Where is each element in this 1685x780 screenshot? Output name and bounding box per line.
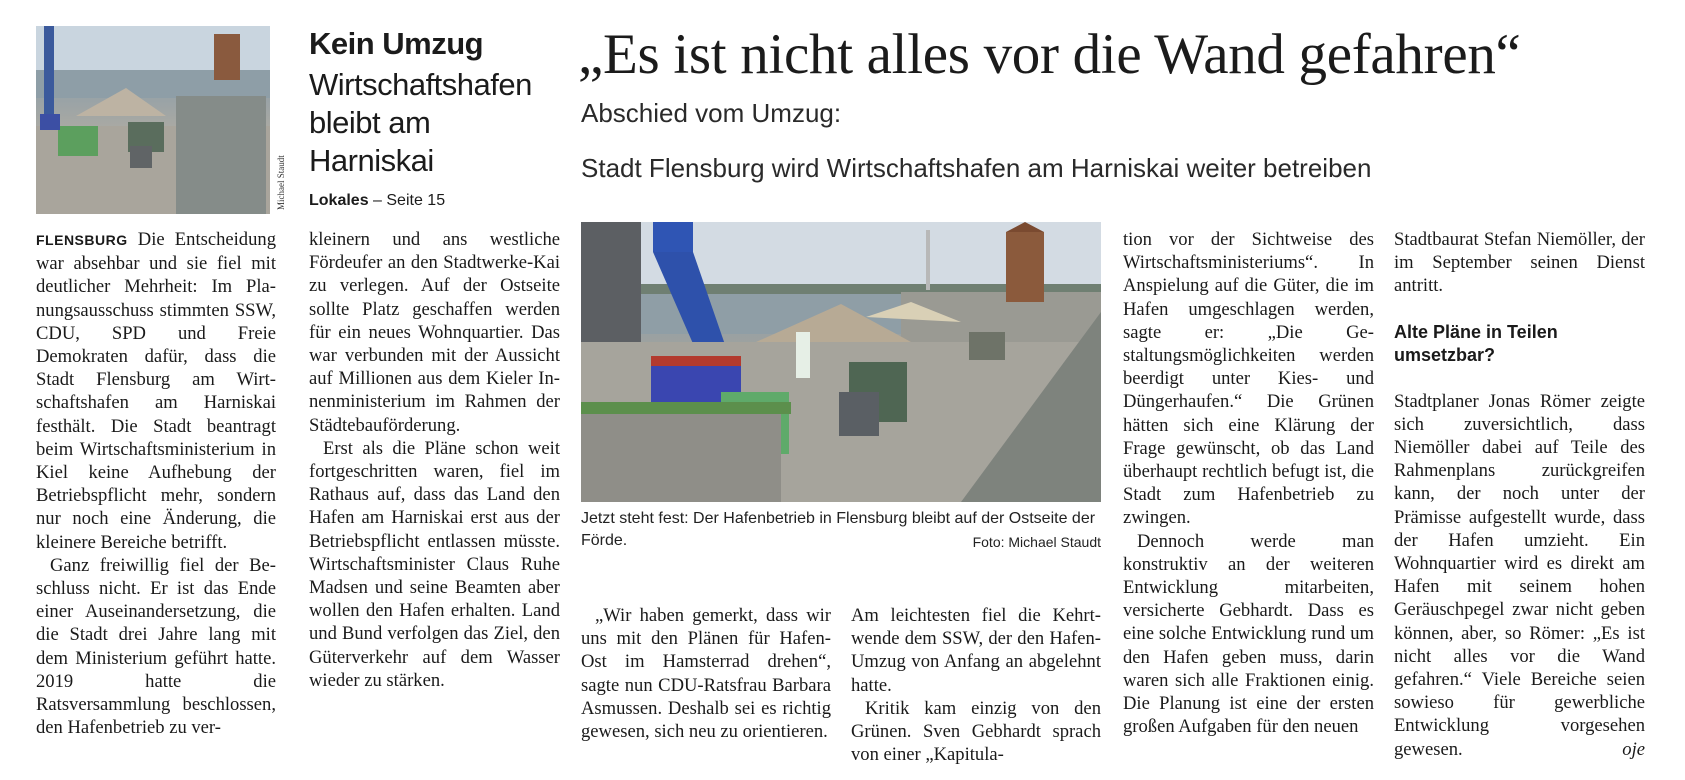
- column-1-paragraph-1: [36, 228, 276, 554]
- article-subheadline-2: Stadt Flensburg wird Wirtschaftshafen am Harniskai weiter betreiben: [581, 153, 1372, 183]
- column-6-paragraph-2: [1394, 390, 1645, 761]
- article-headline: „Es ist nicht alles vor die Wand gefahren“: [578, 23, 1521, 86]
- article-subheadline-1: Abschied vom Umzug:: [581, 98, 842, 128]
- article-column-5: [1123, 228, 1374, 738]
- author-signature: oje: [1622, 738, 1645, 760]
- column-4-paragraph-2: Kritik kam einzig von den Grünen. Sven Gebhardt sprach von einer „Kapitula-: [851, 697, 1101, 766]
- teaser-ref-section: Lokales: [309, 192, 369, 209]
- article-column-6: [1394, 228, 1645, 761]
- column-5-paragraph-1: tion vor der Sichtweise des Wirtschaftsministeriums“. In Anspielung auf die Güter, die im Hafen umgeschlagen werden, sagte er: „Die Gestaltungsmöglichkeiten werden beerdigt unter Kies- und Düngerhaufen.“ Die Grünen hätten sich eine Klärung der Frage gewünscht, ob das Land überhaupt rechtlich befugt ist, die Stadt zum Hafenbetrieb zu zwingen.: [1123, 229, 1374, 529]
- dateline: FLENSBURG: [36, 232, 128, 248]
- teaser-ref-page: – Seite 15: [368, 192, 446, 209]
- teaser-page-reference[interactable]: [309, 192, 445, 210]
- article-column-1: [36, 228, 276, 739]
- column-1-paragraph-2: Ganz freiwillig fiel der Beschluss nicht. Er ist das Ende einer Auseinandersetzung, die die Stadt drei Jahre lang mit dem Ministerium geführt hatte. 2019 hatte die Ratsversammlung beschlossen, den Hafenbetrieb zu ver-: [36, 554, 276, 739]
- article-column-4: [851, 604, 1101, 766]
- photo-caption: Jetzt steht fest: Der Hafenbetrieb in Flensburg bleibt auf der Ostseite der Förde.: [581, 510, 1096, 549]
- photo-credit: Foto: Michael Staudt: [972, 534, 1101, 550]
- column-6-paragraph-1: Stadtbaurat Stefan Niemöller, der im September seinen Dienst antritt.: [1394, 229, 1645, 297]
- column-6-subheading: Alte Pläne in Teilen umsetzbar?: [1394, 321, 1558, 365]
- column-1-paragraph-1-text: Die Entscheidung war absehbar und sie fiel mit deutlicher Mehrheit: Im Planungsausschuss stimmten SSW, CDU, SPD und Freie Demokraten dafür, dass die Stadt Flensburg am Wirtschaftshafen am Harniskai festhält. Die Stadt beantragt beim Wirtschaftsministerium in Kiel keine Aufhebung der Betriebspflicht mehr, sondern nur noch eine Änderung, die kleinere Bereiche betrifft.: [36, 229, 276, 553]
- teaser-photo-credit: Michael Staudt: [276, 155, 286, 210]
- teaser-title-line-2[interactable]: bleibt am: [309, 105, 431, 140]
- column-6-paragraph-2-text: Stadtplaner Jonas Römer zeigte sich zuversichtlich, dass Niemöller dabei auf Teile des Rahmenplans zurückgreifen kann, der noch unter der Prämisse aufgestellt wurde, dass der Hafen umzieht. Ein Wohnquartier wird es direkt am Hafen mit seinem hohen Geräuschpegel zwar nicht geben können, aber, so Römer: „Es ist nicht alles vor die Wand gefahren.“ Viele Bereiche seien sowieso für gewerbliche Entwicklung vorgesehen gewesen.: [1394, 390, 1645, 760]
- teaser-title-line-3[interactable]: Harniskai: [309, 143, 434, 178]
- teaser-photo: [36, 26, 270, 214]
- column-5-paragraph-2: Dennoch werde man konstruktiv an der weiteren Entwicklung mitarbeiten, versicherte Gebhardt. Dass es eine solche Entwicklung rund um den Hafen geben muss, darin waren sich alle Fraktionen einig. Die Planung ist eine der ersten großen Aufgaben für den neuen: [1123, 530, 1374, 738]
- column-2-paragraph-1: kleinern und ans westliche Fördeufer an den Stadtwerke-Kai zu verlegen. Auf der Ostseite sollte Platz geschaffen werden für ein neues Wohnquartier. Das war verbunden mit der Aussicht auf Millionen aus dem Kieler Innenministerium im Rahmen der Städtebauförderung.: [309, 229, 560, 436]
- harbor-photo-main-illustration: [581, 222, 1101, 502]
- column-4-paragraph-1: Am leichtesten fiel die Kehrtwende dem SSW, der den Hafen-Umzug von Anfang an abgelehnt hatte.: [851, 605, 1101, 696]
- harbor-photo-illustration: [36, 26, 270, 214]
- article-column-3: [581, 604, 831, 743]
- teaser-title-line-1[interactable]: Wirtschaftshafen: [309, 67, 532, 102]
- article-photo: [581, 222, 1101, 502]
- column-2-paragraph-2: Erst als die Pläne schon weit fortgeschritten waren, fiel im Rathaus auf, dass das Land den Hafen am Harniskai erst aus der Betriebspflicht entlassen müsste. Wirtschaftsminister Claus Ruhe Madsen und seine Beamten aber wollen den Hafen erhalten. Land und Bund verfolgen das Ziel, den Güterverkehr auf dem Wasser wieder zu stärken.: [309, 437, 560, 691]
- column-3-paragraph-1: „Wir haben gemerkt, dass wir uns mit den Plänen für Hafen-Ost im Hamsterrad drehen“, sagte nun CDU-Ratsfrau Barbara Asmussen. Deshalb sei es richtig gewesen, sich neu zu orientieren.: [581, 605, 831, 743]
- teaser-kicker[interactable]: Kein Umzug: [309, 26, 484, 61]
- article-column-2: [309, 228, 560, 692]
